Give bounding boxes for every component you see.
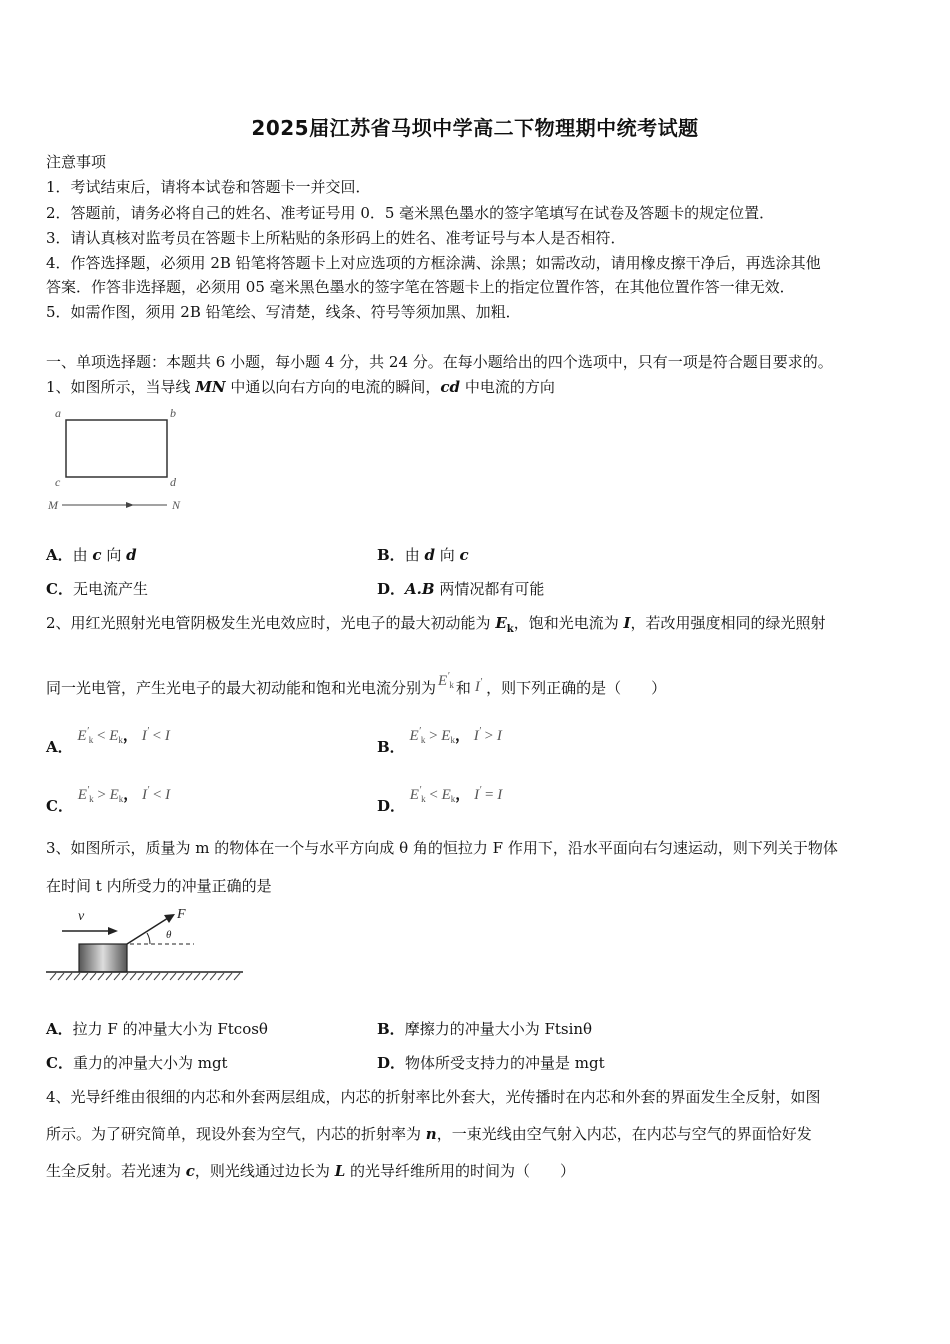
label-f: F [177, 907, 186, 922]
sym-k: k [89, 794, 94, 804]
q4-text: ，一束光线由空气射入内芯，在内芯与空气的界面恰好发 [436, 1125, 812, 1143]
label-theta: θ [166, 929, 172, 941]
sym-k: k [449, 680, 454, 690]
question-4-stem-line2 [46, 1124, 908, 1144]
question-2-stem-line2 [46, 671, 908, 703]
q2-text: ，若改用强度相同的绿光照射 [630, 614, 826, 632]
sym-k: k [420, 735, 426, 745]
sym-prime: ′ [478, 726, 481, 737]
q2-option-d[interactable] [377, 781, 503, 815]
q3-option-b[interactable] [377, 1019, 592, 1039]
option-formula: $E'_k < E_k$， I′ = I [409, 785, 503, 804]
sym-prime: ′ [447, 671, 450, 682]
option-label: C． [46, 580, 73, 598]
sym-i: I [496, 728, 502, 744]
option-text: 向 [101, 546, 127, 564]
q4-var: L [334, 1162, 346, 1180]
option-text: 两情况都有可能 [434, 580, 545, 598]
sym-i: I [474, 787, 480, 803]
sym-e: E [441, 787, 451, 803]
sym-i: I [497, 787, 503, 803]
sym-e: E [77, 787, 87, 803]
relation: < [429, 787, 438, 803]
sym-i: I [473, 728, 479, 744]
sym-prime: ′ [147, 785, 150, 796]
sym-prime: ′ [418, 726, 421, 737]
notice-item: 5．如需作图，须用 2B 铅笔绘、写清楚，线条、符号等须加黑、加粗． [46, 303, 521, 321]
notice-item: 2．答题前，请务必将自己的姓名、准考证号用 0．5 毫米黑色墨水的签字笔填写在试卷及答题卡的规定位置． [46, 204, 775, 222]
q4-text: ，则光线通过边长为 [194, 1162, 335, 1180]
option-text: 摩擦力的冲量大小为 Ftsinθ [404, 1020, 593, 1038]
q4-text: 生全反射。若光速为 [46, 1162, 186, 1180]
option-label: A． [46, 1020, 73, 1038]
sym-k: k [88, 735, 94, 745]
relation: < [97, 728, 106, 744]
sym-prime: ′ [146, 726, 149, 737]
relation: > [484, 728, 494, 744]
loop-rectangle [66, 420, 167, 477]
option-var: c [459, 546, 469, 564]
option-text: 无电流产生 [72, 580, 148, 598]
question-3-stem-line2: 在时间 t 内所受力的冲量正确的是 [46, 877, 272, 895]
q2-text: 2、用红光照射光电管阴极发生光电效应时，光电子的最大初动能为 [46, 614, 496, 632]
option-var: d [126, 546, 137, 564]
option-text: 由 [404, 546, 425, 564]
q1-option-c[interactable] [46, 579, 148, 599]
sym-prime: ′ [479, 785, 482, 796]
q1-option-a[interactable] [46, 545, 137, 565]
block [79, 944, 127, 972]
q3-option-d[interactable] [377, 1053, 605, 1073]
q3-figure [46, 904, 246, 988]
notice-item: 答案．作答非选择题，必须用 05 毫米黑色墨水的签字笔在答题卡上的指定位置作答，在其他位置作答一律无效． [46, 278, 795, 296]
q1-figure [46, 404, 196, 514]
force-arrow [127, 918, 168, 944]
sym-e: E [77, 728, 87, 744]
option-label: A． [46, 738, 73, 756]
q3-option-c[interactable] [46, 1053, 228, 1073]
q2-text: ，饱和光电流为 [513, 614, 624, 632]
option-text: 物体所受支持力的冲量是 mgt [405, 1054, 605, 1072]
i-prime-symbol [475, 673, 482, 697]
label-c: c [55, 475, 61, 489]
page-title: 2025届江苏省马坝中学高二下物理期中统考试题 [251, 116, 699, 140]
current-arrow-icon [126, 502, 134, 508]
angle-arc [147, 933, 150, 944]
q1-option-d[interactable] [377, 579, 544, 599]
q1-text: 1、如图所示，当导线 [46, 378, 196, 396]
sym-i: I [164, 728, 170, 744]
label-m: M [48, 498, 58, 512]
q2-option-c[interactable] [46, 781, 171, 815]
question-3-stem-line1: 3、如图所示，质量为 m 的物体在一个与水平方向成 θ 角的恒拉力 F 作用下，沿水平面向右匀速运动，则下列关于物体 [46, 839, 838, 857]
option-label: C． [46, 1054, 73, 1072]
label-a: a [55, 406, 61, 420]
sym-i: I [165, 787, 171, 803]
q1-text: 中通以向右方向的电流的瞬间， [225, 378, 441, 396]
option-text: 由 [72, 546, 93, 564]
q4-text: 所示。为了研究简单，现设外套为空气，内芯的折射率为 [46, 1125, 426, 1143]
sym-e: E [438, 673, 448, 689]
q2-var: E [495, 614, 507, 632]
sym-prime: ′ [479, 677, 483, 688]
q2-option-b[interactable] [377, 722, 502, 756]
label-d: d [170, 475, 176, 489]
q2-var: I [623, 614, 631, 632]
notice-item: 3．请认真核对监考员在答题卡上所粘贴的条形码上的姓名、准考证号与本人是否相符． [46, 229, 626, 247]
q2-text: ，则下列正确的是（ ） [486, 679, 667, 697]
sym-e: E [109, 728, 119, 744]
option-formula: $E'_k > E_k$， I′ > I [409, 726, 502, 745]
option-formula: $E'_k > E_k$， I′ < I [77, 785, 171, 804]
relation: < [152, 787, 162, 803]
e-prime-symbol [438, 667, 454, 695]
option-label: B． [377, 1020, 405, 1038]
label-v: v [78, 909, 85, 924]
q1-text: 中电流的方向 [460, 378, 555, 396]
q4-var: n [425, 1125, 437, 1143]
sym-k: k [450, 735, 455, 745]
question-2-stem-line1 [46, 613, 908, 640]
option-var: A.B [405, 580, 435, 598]
sym-e: E [409, 787, 419, 803]
sym-e: E [441, 728, 451, 744]
relation: > [429, 728, 438, 744]
sym-k: k [421, 794, 426, 804]
option-var: d [424, 546, 435, 564]
option-formula: $E'_k < E_k$， I′ < I [77, 726, 170, 745]
sym-i: I [474, 679, 480, 695]
relation: < [152, 728, 162, 744]
sym-prime: ′ [418, 785, 422, 796]
relation: > [97, 787, 106, 803]
q1-option-b[interactable] [377, 545, 469, 565]
velocity-arrow-icon [108, 927, 118, 935]
option-label: B． [377, 738, 405, 756]
sym-i: I [141, 728, 147, 744]
sym-e: E [409, 728, 419, 744]
option-text: 向 [434, 546, 460, 564]
q2-text: 同一光电管，产生光电子的最大初动能和饱和光电流分别为 [46, 679, 437, 697]
q2-option-a[interactable] [46, 722, 170, 756]
relation: = [485, 787, 494, 803]
q4-var: c [185, 1162, 195, 1180]
option-label: D． [377, 1054, 406, 1072]
q1-cd: cd [440, 378, 461, 396]
option-label: C． [46, 797, 73, 815]
ground-hatching [50, 973, 240, 980]
q2-text: 和 [455, 679, 471, 697]
question-1-stem [46, 377, 908, 397]
sym-k: k [118, 794, 124, 804]
q2-sub: k [506, 624, 514, 635]
sym-prime: ′ [86, 785, 90, 796]
question-4-stem-line3 [46, 1161, 908, 1181]
sym-k: k [118, 735, 123, 745]
label-n: N [172, 498, 181, 512]
option-text: 重力的冲量大小为 mgt [72, 1054, 228, 1072]
option-var: c [92, 546, 102, 564]
notice-item: 4．作答选择题，必须用 2B 铅笔将答题卡上对应选项的方框涂满、涂黑；如需改动，请用橡皮擦干净后，再选涂其他 [46, 254, 821, 272]
q1-mn: MN [195, 378, 226, 396]
option-label: D． [377, 797, 406, 815]
sym-e: E [109, 787, 119, 803]
notice-item: 1．考试结束后，请将本试卷和答题卡一并交回． [46, 178, 371, 196]
section-heading: 一、单项选择题：本题共 6 小题，每小题 4 分，共 24 分。在每小题给出的四个选项中，只有一项是符合题目要求的。 [46, 353, 833, 371]
sym-i: I [142, 787, 147, 803]
q4-text: 的光导纤维所用的时间为（ ） [345, 1162, 576, 1180]
notice-heading: 注意事项 [46, 153, 107, 171]
option-label: D． [377, 580, 406, 598]
option-text: 拉力 F 的冲量大小为 Ftcosθ [72, 1020, 268, 1038]
sym-prime: ′ [86, 726, 89, 737]
sym-k: k [450, 794, 456, 804]
option-label: A． [46, 546, 73, 564]
q3-option-a[interactable] [46, 1019, 268, 1039]
question-4-stem-line1: 4、光导纤维由很细的内芯和外套两层组成，内芯的折射率比外套大，光传播时在内芯和外套的界面发生全反射，如图 [46, 1088, 821, 1106]
option-label: B． [377, 546, 405, 564]
label-b: b [170, 406, 176, 420]
force-arrow-icon [164, 914, 175, 923]
